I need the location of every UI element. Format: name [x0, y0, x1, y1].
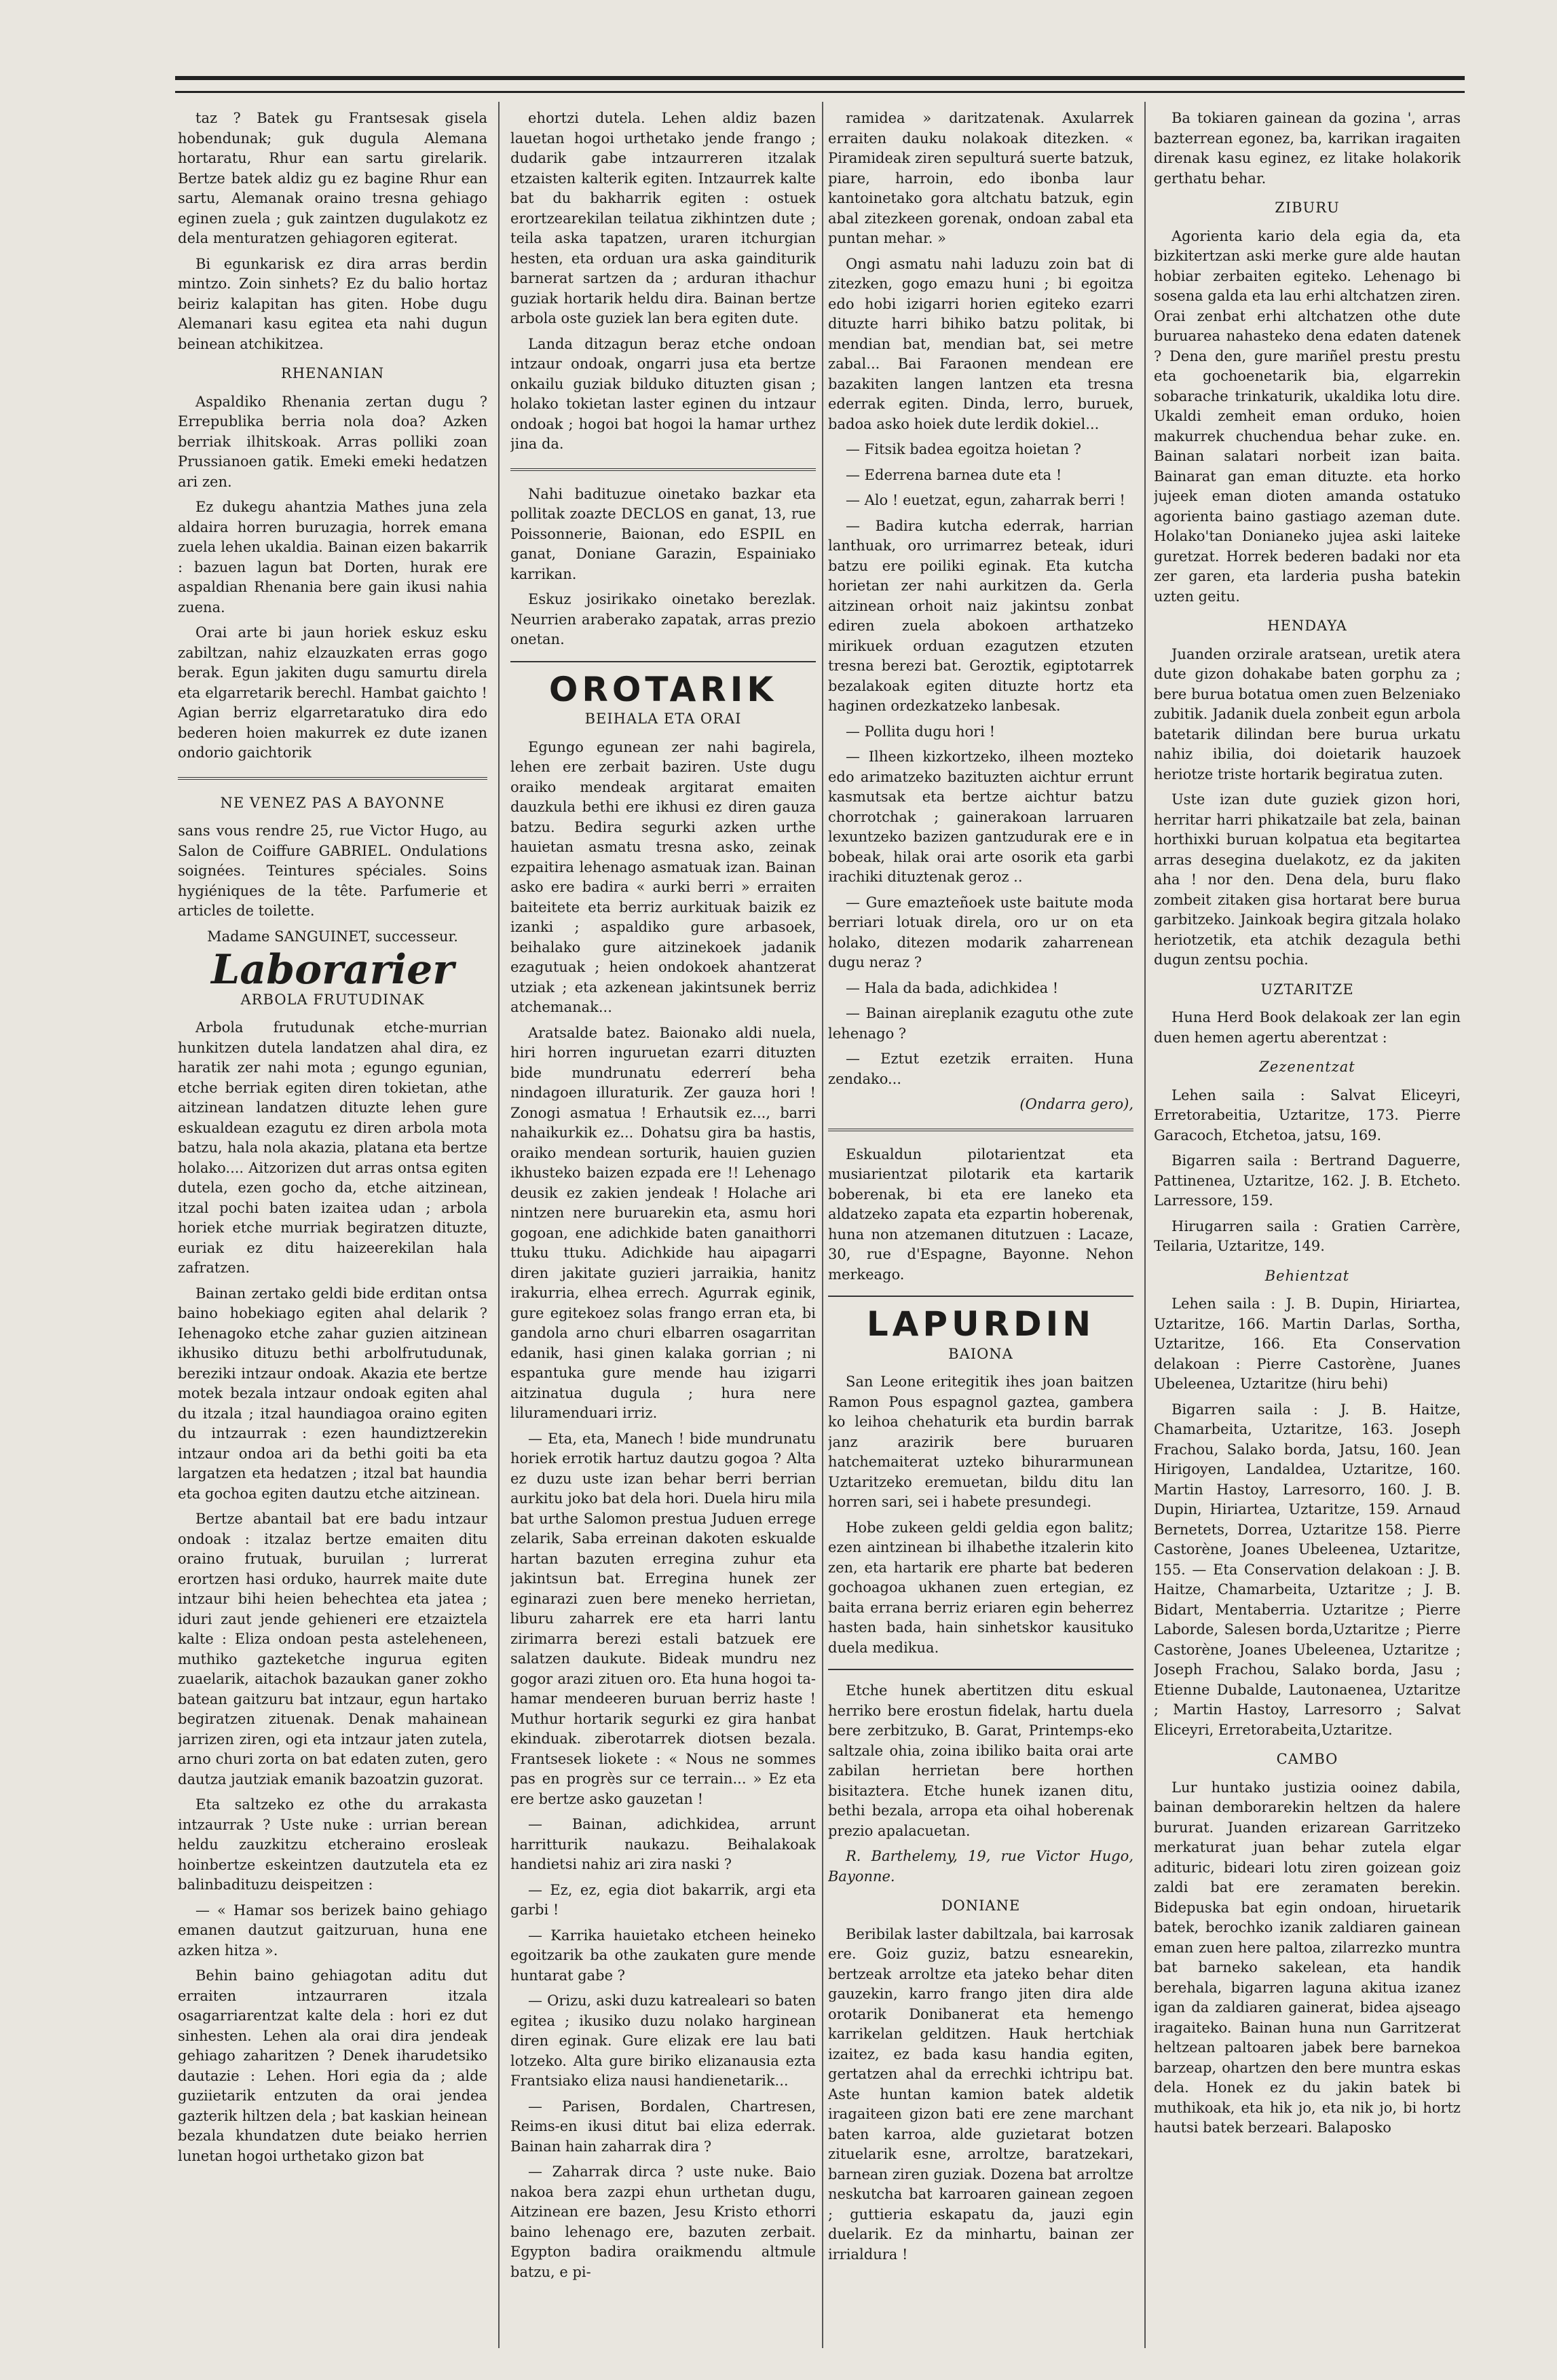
heading-arbola: ARBOLA FRUTUDINAK — [240, 991, 425, 1008]
paragraph: Egungo egunean zer nahi bagirela, lehen ere zerbait baziren. Uste dugu oraiko mendeak argitarat emaiten dauzkula bethi ere ikhusi ez diren gauza batzu. Bedira segurki azken urthe hauietan asmatu tresna asko, zeinak ezpaitira lehenago asmatuak izan. Bainan asko ere badira « aurki berri » erraiten baiteitete eta berriz aurkituak baizik ez izanki ; aspaldiko gure arbasoek, beihalako gure aitzinekoek jadanik ezagutuak ; heien ondokoek ahantzerat utziak ; eta azkenean jakintsunek berriz atchemanak... — [510, 738, 816, 1015]
section-title-orotarik: OROTARIK — [548, 669, 778, 709]
paragraph: Agorienta kario dela egia da, eta bizkitertzan aski merke gure alde hautan hobiar zerbaiten egiteko. Lehenago bi sosena galda eta lau erhi altchatzen ziren. Orai zenbat erhi altchatzen othe dute buruarea nahasteko dena edaten datenek ? Dena den, gure mariñel prestu prestu eta gochoenetarik bia, elgarrekin sobarache trinkaturik, ukaldika lotu dire. Ukaldi zemheit eman orduko, hoien makurrek chuchendua behar zuke. en. Bainan salatari norbeit izan baita. Bainarat gan eman dituzte. eta horko jujeek eman dioten amanda ostatuko agorienta baino gastiago azeman dute. Holako'tan Donianeko jujea aski laiteke guretzat. Horrek bederen badaki nor eta zer garen, eta larderia pusha batekin uzten geitu. — [1154, 227, 1461, 605]
paragraph: Uste izan dute guziek gizon hori, herritar harri phikatzaile bat zela, bainan horthixki buruan kolpatua eta begitartea arras desegina duelakotz, ez da jakiten aha ! nor den. Dena dela, buru flako zombeit zitaken gisa hortarat bere burua garbitzeko. Jainkoak begira gitzala holako heriotzetik, eta atchik dezagula bethi dugun zentsu pochia. — [1154, 791, 1461, 968]
paragraph: Lur huntako justizia ooinez dabila, bainan demborarekin heltzen da halere bururat. Juanden erizarean Garritzeko merkaturat juan behar zutela elgar adituric, bideari lotu ziren goizean goiz zaldi bat ere zeramaten berekin. Bidepuska bat egin ondoan, hiruetarik batek, berochko izanik zaldiaren gainean eman zuen here paltoa, zilarrezko muntra bat barneko sakelean, eta handik berehala, bigarren laguna akitua izanez igan da zaldiaren gainerat, bidea ajseago iragaiteko. Bainan huna nun Garritzerat heltzean paltoaren jabek bere barnekoa barzeap, ohartzen den bere muntra eskas dela. Honek ez du jakin batek bi muthikoak, eta hik jo, eta nik jo, bi hortz hautsi batek berzeari. Balaposko — [1154, 1779, 1461, 2136]
divider — [828, 1129, 1133, 1131]
divider — [510, 661, 816, 662]
column-rule — [1144, 102, 1146, 2348]
paragraph: Aspaldiko Rhenania zertan dugu ? Errepublika berria nola doa? Azken berriak ilhitskoak. Arras polliki zoan Prussianoen gatik. Emeki emeki hedatzen ari zen. — [178, 393, 487, 490]
paragraph: — Ez, ez, egia diot bakarrik, argi eta garbi ! — [510, 1881, 816, 1918]
paragraph: — Parisen, Bordalen, Chartresen, Reims-en ikusi ditut bai eliza ederrak. Bainan hain zaharrak dira ? — [510, 2098, 816, 2155]
paragraph: Behin baino gehiagotan aditu dut erraiten intzaurraren itzala osagarriarentzat kalte dela : hori ez dut sinhesten. Lehen ala orai dira jendeak gehiago zaharitzen ? Denek iharudetsiko dautazie : Lehen. Hori egia da ; alde guziietarik entzuten da orai jendea gazterik hiltzen dela ; bat kaskian heinean bezala khundatzen dute beiako herrien lunetan hogoi urthetako gizon bat — [178, 1967, 487, 2164]
paragraph: Aratsalde batez. Baionako aldi nuela, hiri horren inguruetan ezarri dituzten bide mundrunatu ederrerí beha nindagoen illuraturik. Zer gauza hori ! Zonogi asmatua ! Erhautsik ez..., barri nahaikurkik ez... Dohatsu gira ba hastis, oraiko mendean sorturik, hauien guzien ikhusteko baizen ezpada ere !! Lehenago deusik ez zakien jendeak ! Holache ari nintzen nere buruarekin eta, asmu hori gogoan, ene adichkide baten ganaithorri ttuku ttuku. Adichkide hau aipagarri diren jakitate guzieri jarraikia, hanitz irakurria, elhea errech. Agurrak eginik, gure egitekoez solas frango erran eta, bi gandola arno churi elbarren osagarritan edanik, hasi ginen kalaka gorrian ; ni espantuka gure mende hau izigarri aitzinatua dugula ; hura nere liluramenduari irriz. — [510, 1024, 816, 1421]
paragraph: ehortzi dutela. Lehen aldiz bazen lauetan hogoi urthetako jende frango ; dudarik gabe intzaurreren itzalak etzaisten kalterik egiten. Intzaurrek kalte bat du bakharrik egiten : ostuek erortzearekilan teilatua zikhintzen dute ; teila aska tapatzen, uraren itchurgian hesten, eta orduan ura aska gainditurik barnerat sartzen da ; arduran ithachur guziak hortarik heldu dira. Bainan bertze arbola oste guziek lan bera egiten dute. — [510, 110, 816, 326]
dialogue-line: — Bainan aireplanik ezagutu othe zute lehenago ? — [828, 1005, 1133, 1042]
pilota-notice: Eskualdun pilotarientzat eta musiarientzat pilotarik eta kartarik boberenak, bi eta ere laneko eta aldatzeko zapata eta ezpartin hoberenak, huna non atzemanen ditutzuen : Lacaze, 30, rue d'Espagne, Bayonne. Nehon merkeago. — [828, 1146, 1133, 1283]
dialogue-line: — Gure emazteñoek uste baitute moda berriari lotuak direla, oro ur on eta holako, ditezen modarik zaharrenean dugu neraz ? — [828, 894, 1133, 970]
heading-uztaritze: UZTARITZE — [1260, 981, 1354, 998]
divider — [178, 777, 487, 780]
dialogue-line: — Ederrena barnea dute eta ! — [846, 466, 1062, 483]
section-title-laborarier: Laborarier — [211, 946, 454, 994]
divider — [828, 1669, 1133, 1670]
heading-cambo: CAMBO — [1276, 1751, 1338, 1767]
heading-doniane: DONIANE — [941, 1897, 1021, 1914]
top-rule — [175, 76, 1465, 93]
paragraph: Beribilak laster dabiltzala, bai karrosak ere. Goiz guziz, batzu esnearekin, bertzeak arroltze eta jateko behar diten gauzekin, karro frango jiten dira alde orotarik Donibanerat eta hemengo karrikelan gelditzen. Hauk hertchiak izaitez, ez bada kasu handia egiten, gertatzen ahal da errechki ichtripu bat. Aste huntan kamion batek aldetik iragaiteen gizon bati ere zene marchant baten karroa, alde guzietarat botzen zituelarik esne, arroltze, baratzekari, barnean ziren guziak. Dozena bat arroltze neskutcha bat karroaren gainean zegoen ; guttieria eskapatu da, jauzi egin duelarik. Ez da minhartu, bainan zer irrialdura ! — [828, 1925, 1133, 2263]
dialogue-signature: (Ondarra gero), — [1019, 1096, 1133, 1112]
paragraph: taz ? Batek gu Frantsesak gisela hobendunak; guk dugula Alemana hortaratu, Rhur ean sartu girelarik. Bertze batek aldiz gu ez bagine Rhur ean sartu, Alemanak oraino tresna gehiago eginen zuela ; guk zaintzen dugulakotz ez dela menturatzen gehiagoren egiterat. — [178, 110, 487, 246]
column-rule — [498, 102, 500, 2348]
column-3 — [828, 109, 1133, 2348]
paragraph: Bigarren saila : J. B. Haitze, Chamarbeita, Uztaritze, 163. Joseph Frachou, Salako borda, Jatsu, 160. Jean Hirigoyen, Landaldea, Uztaritze, 160. Martin Hastoy, Larresorro, 160. J. B. Dupin, Hiriartea, Uztaritze, 159. Arnaud Bernetets, Dorrea, Uztaritze 158. Pierre Castorène, Joanes Ubeleenea, Uztaritze, 155. — Eta Conservation delakoan : J. B. Haitze, Chamarbeita, Uztaritze ; J. B. Bidart, Mentaberria. Uztaritze ; Pierre Laborde, Salesen borda,Uztaritze ; Pierre Castorène, Joanes Ubeleenea, Uztaritze ; Joseph Frachou, Salako borda, Jasu ; Etienne Dubalde, Lautonaenea, Uztaritze ; Martin Hastoy, Larresorro ; Salvat Eliceyri, Erretorabeita,Uztaritze. — [1154, 1401, 1461, 1738]
paragraph: Bainan zertako geldi bide erditan ontsa baino hobekiago egiten ahal delarik ? Iehenagoko etche zahar guzien aitzinean ikhusiko dituzu bethi arbolfrutudunak, bereziki intzaur ondoak. Akazia ete bertze motek bezala intzaur ondoak egiten ahal du itzala ; itzal haundiagoa oraino egiten du intzaurrak : ezen haundiztzerekin intzaur ondoa ari da bethi goiti ba eta largatzen eta hedatzen ; itzal bat haundia eta gochoa egiten dautzu etche aitzinean. — [178, 1285, 487, 1502]
dialogue-line: — Fitsik badea egoitza hoietan ? — [846, 441, 1081, 457]
paragraph: Bi egunkarisk ez dira arras berdin mintzo. Zoin sinhets? Ez du balio hortaz beiriz kalapitan has giten. Hobe dugu Alemanari kasu egitea eta nahi dugun beinean atchikitzea. — [178, 255, 487, 352]
paragraph: Landa ditzagun beraz etche ondoan intzaur ondoak, ongarri jusa eta bertze onkailu guziak bilduko dituzten gisan ; holako tokietan laster eginen du intzaur ondoak ; hogoi bat hogoi la hamar urthez jina da. — [510, 335, 816, 452]
column-2 — [510, 109, 816, 2348]
notice-text: Nahi badituzue oinetako bazkar eta pollitak zoazte DECLOS en ganat, 13, rue Poissonnerie, Baionan, edo ESPIL en ganat, Doniane Garazin, Espainiako karrikan. — [510, 485, 816, 582]
paragraph: ramidea » daritzatenak. Axularrek erraiten dauku nolakoak ditezken. « Piramideak ziren sepulturá suerte batzuk, piare, harroin, edo ibonba laur kantoinetako gora altchatu batzuk, egin abal zitezkeen gorenak, ondoan zabal eta puntan mehar. » — [828, 110, 1133, 246]
paragraph: Ongi asmatu nahi laduzu zoin bat di zitezken, gogo emazu huni ; bi egoitza edo hobi izigarri horien egiteko ezarri dituzte harri bihiko batzu politak, bi mendian bat, mendian bat, sei metre zabal... Bai Faraonen mendean ere bazakiten langen lantzen eta tresna ederrak egiten. Dinda, lerro, buruek, badoa asko hoiek dute lerdik dokiel... — [828, 255, 1133, 432]
paragraph: Ez dukegu ahantzia Mathes juna zela aldaira horren buruzagia, horrek emana zuela lehen ukaldia. Bainan eizen bakarrik : bazuen lagun bat Dorten, hurak ere aspaldian Rhenania bere gain ikusi nahia zuena. — [178, 499, 487, 616]
heading-beihala: BEIHALA ETA ORAI — [584, 711, 742, 727]
paragraph: Hirugarren saila : Gratien Carrère, Teilaria, Uztaritze, 149. — [1154, 1217, 1461, 1254]
paragraph: Etche hunek abertitzen ditu eskual herriko bere erostun fidelak, hartu duela bere zerbitzuko, B. Garat, Printemps-eko saltzale ohia, zoina ibiliko baita orai arte zabilan herrietan bere horthen bisitaztera. Etche hunek izanen ditu, bethi bezala, arropa eta oihal hoberenak prezio apalacuetan. — [828, 1682, 1133, 1839]
paragraph: Orai arte bi jaun horiek eskuz esku zabiltzan, nahiz elzauzkaten erras gogo berak. Egun jakiten dugu samurtu direla eta elgarretarik berechl. Hambat gaichto ! Agian berriz elgarretaratuko dira edo bederen hoien makurrek ez dute izanen ondorio gaichtorik — [178, 624, 487, 761]
divider — [510, 468, 816, 471]
paragraph: Arbola frutudunak etche-murrian hunkitzen dutela landatzen ahal dira, ez haratik zer nahi mota ; egungo egunian, etche berriak egiten diren tokietan, athe aitzinean landatzen dituzte lehen gure eskualdean ezagutu ez diren arbola mota batzu, hala nola akazia, platana eta bertze holako.... Aitzorizen dut arras ontsa egiten dutela, ezen gocho da, etche aitzinean, itzal pochi baten izaitea udan ; arbola horiek etche murriak begiratzen dituzte, euriak ez ditu haizeerekilan hala zafratzen. — [178, 1019, 487, 1276]
ad-text: sans vous rendre 25, rue Victor Hugo, au Salon de Coiffure GABRIEL. Ondulations soignées. Teintures spéciales. Soins hygiéniques de la tête. Parfumerie et articles de toilette. — [178, 823, 487, 919]
paragraph: — Eta, eta, Manech ! bide mundrunatu horiek errotik hartuz dautzu gogoa ? Alta ez duzu uste izan behar berri berrian aurkitu joko bat dela hori. Duela hiru mila bat urthe Salomon prestua Juduen errege zelarik, Saba erreinan dakoten eskualde hartan bazuten erregina zuhur eta jakintsun bat. Erregina hunek zer eginarazi zuen bere meneko herrietan, liburu zaharrek ere eta harri lantu zirimarra berezi estali batzuek ere salatzen daukute. Bideak mundru nez gogor arazi zituen oro. Eta huna hogoi ta-hamar mendeeren buruan berriz haste ! Muthur hortarik segurki ez gira hanbat ekinduak. ziberotarrek diotsen bezala. Frantsesek liokete : « Nous ne sommes pas en progrès sur ce terrain... » Ez eta ere bertze asko gauzetan ! — [510, 1430, 816, 1807]
paragraph: San Leone eritegitik ihes joan baitzen Ramon Pous espagnol gaztea, gambera ko leihoa chehaturik eta burdin barrak janz arazirik bere buruaren hatchemaiterat uzteko bihurarmunean Uztaritzeko eremuetan, bildu ditu lan horren sari, sei i habete presundegi. — [828, 1374, 1133, 1510]
paragraph: — Orizu, aski duzu katrealeari so baten egitea ; ikusiko duzu nolako harginean diren eginak. Gure elizak ere lau bati lotzeko. Alta gure biriko elizanausia ezta Frantsiako eliza nausi handienetarik... — [510, 1992, 816, 2089]
column-4 — [1154, 109, 1461, 2348]
paragraph: — Karrika hauietako etcheen heineko egoitzarik ba othe zaukaten gure mende huntarat gabe ? — [510, 1927, 816, 1984]
paragraph: Bertze abantail bat ere badu intzaur ondoak : itzalaz bertze emaiten ditu oraino frutuak, buruilan ; lurrerat erortzen hasi orduko, haurrek maite dute intzaur bihi heien behechtea eta jatea ; iduri zaut jende gehieneri ere etzaiztela kalte : Eliza ondoan pesta asteleheneen, muthiko gazteketche ingurua egiten zuaelarik, aitachok bazaukan ganer zokho batean gaitzuru bat intzaur, egun hartako begiratzen zituenak. Denak mahainean jarrizen ziren, ogi eta intzaur jaten zutela, arno churi zorta on bat edaten zuten, gero dautza jautziak emanik bazoatzin guzorat. — [178, 1511, 487, 1788]
paragraph: Bigarren saila : Bertrand Daguerre, Pattinenea, Uztaritze, 162. J. B. Etcheto. Larressore, 159. — [1154, 1152, 1461, 1209]
paragraph: Hobe zukeen geldi geldia egon balitz; ezen aintzinean bi ilhabethe itzalerin kito zen, eta hartarik ere pharte bat bederen gochoagoa ukhanen zuen ertegian, ez baita errana berriz eriaren egin beherrez hasten bada, hain sinhetskor kausituko duela medikua. — [828, 1519, 1133, 1656]
heading-baiona: BAIONA — [948, 1345, 1013, 1362]
paragraph: — « Hamar sos berizek baino gehiago emanen dautzut gaitzuruan, huna ene azken hitza ». — [178, 1902, 487, 1959]
dialogue-line: — Hala da bada, adichkidea ! — [846, 979, 1059, 996]
paragraph: Ba tokiaren gainean da gozina ', arras bazterrean egonez, ba, karrikan iragaiten direnak kasu eginez, ez litake holakorik gerthatu behar. — [1154, 110, 1461, 187]
divider — [828, 1296, 1133, 1297]
notice-text: Eskuz josirikako oinetako berezlak. Neurrien araberako zapatak, arras prezio onetan. — [510, 591, 816, 647]
dialogue-line: — Alo ! euetzat, egun, zaharrak berri ! — [846, 492, 1125, 508]
ad-title: NE VENEZ PAS A BAYONNE — [220, 794, 445, 811]
column-rule — [822, 102, 823, 2348]
heading-rhenanian: RHENANIAN — [280, 365, 385, 381]
paragraph: Huna Herd Book delakoak zer lan egin duen hemen agertu aberentzat : — [1154, 1009, 1461, 1046]
section-title-lapurdin: LAPURDIN — [866, 1304, 1095, 1344]
paragraph: Eta saltzeko ez othe du arrakasta intzaurrak ? Uste nuke : urrian berean heldu zauzkitzu etcheraino erosleak hoinbertze eskeintzen dautzutela eta ez balinbadituzu deispeitzen : — [178, 1796, 487, 1893]
dialogue-line: — Ilheen kizkortzeko, ilheen mozteko edo arimatzeko bazituzten aichtur errunt kasmutsak eta bertze aichtur batzu chorrotchak ; gainerakoan larruaren lexuntzeko bazizen gantzudurak ere e in bobeak, hilak orai arte osorik eta garbi irachiki dituztenak geroz .. — [828, 749, 1133, 885]
subheading-behientzat: Behientzat — [1264, 1267, 1350, 1284]
heading-hendaya: HENDAYA — [1267, 618, 1347, 634]
paragraph: — Bainan, adichkidea, arrunt harritturik naukazu. Beihalakoak handietsi nahiz ari zira naski ? — [510, 1816, 816, 1872]
paragraph: — Zaharrak dirca ? uste nuke. Baio nakoa bera zazpi ehun urthetan dugu, Aitzinean ere bazen, Jesu Kristo ethorri baino lehenago ere, bazuten zerbait. Egypton badira oraikmendu altmule batzu, e pi- — [510, 2164, 816, 2280]
dialogue-line: — Eztut ezetzik erraiten. Huna zendako... — [828, 1051, 1133, 1087]
paragraph: Lehen saila : Salvat Eliceyri, Erretorabeitia, Uztaritze, 173. Pierre Garacoch, Etchetoa, jatsu, 169. — [1154, 1087, 1461, 1144]
paragraph: Lehen saila : J. B. Dupin, Hiriartea, Uztaritze, 166. Martin Darlas, Sortha, Uztaritze, 166. Eta Conservation delakoan : Pierre Castorène, Juanes Ubeleenea, Uztaritze (hiru behi) — [1154, 1296, 1461, 1392]
subheading-zezenentzat: Zezenentzat — [1259, 1059, 1355, 1075]
paragraph: Juanden orzirale aratsean, uretik atera dute gizon dohakabe baten gorphu za ; bere burua botatua omen zuen Belzeniako zubitik. Jadanik duela zonbeit egun arbola batetarik dilindan bere burua urkatu nahiz ibilia, doi doietarik hauzoek heriotze triste hortarik begiratua zuten. — [1154, 645, 1461, 782]
column-1 — [178, 109, 487, 2348]
dialogue-line: — Badira kutcha ederrak, harrian lanthuak, oro urrimarrez beteak, iduri batzu ere poiliki eginak. Eta kutcha horietan zer nahi aurkitzen da. Gerla aitzinean orhoit naiz jakintsu zonbat ediren zuela abokoen arthatzeko mirikuek orduan ezagutzen etzuten tresna berezi bat. Geroztik, egiptotarrek bezalakoak egiten dituzte hortz eta haginen ordezkatzeko lanbesak. — [828, 517, 1133, 714]
dialogue-line: — Pollita dugu hori ! — [846, 723, 996, 740]
etche-signature: R. Barthelemy, 19, rue Victor Hugo, Bayonne. — [828, 1848, 1133, 1885]
ad-signature: Madame SANGUINET, successeur. — [207, 928, 458, 945]
heading-ziburu: ZIBURU — [1275, 200, 1340, 216]
